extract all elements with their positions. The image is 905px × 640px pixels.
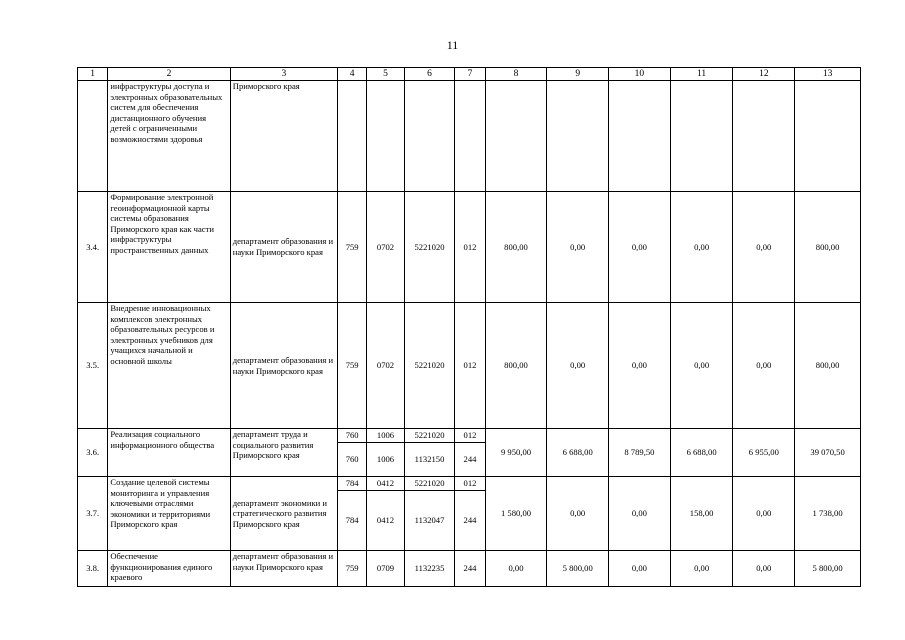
- row-number: 3.6.: [78, 429, 108, 477]
- col-header: 13: [795, 68, 861, 81]
- row-department: департамент экономики и стратегического развития Приморского края: [230, 477, 337, 551]
- cell-c6: 1132235: [404, 551, 455, 587]
- cell-c7: 012: [455, 192, 485, 303]
- cell-c5: 1006: [367, 429, 404, 443]
- cell-c10: 8 789,50: [609, 429, 671, 477]
- cell-c7: 012: [455, 477, 485, 491]
- cell-c13: 800,00: [795, 303, 861, 429]
- cell-c7: 244: [455, 491, 485, 551]
- cell-c5: 0412: [367, 477, 404, 491]
- cell-c7: 012: [455, 303, 485, 429]
- cell-c13: 800,00: [795, 192, 861, 303]
- cell-c12: 0,00: [733, 192, 795, 303]
- header-row: [78, 68, 861, 81]
- empty-cell: [670, 81, 733, 192]
- col-header: 10: [609, 68, 671, 81]
- cell-c5: 0702: [367, 192, 404, 303]
- cell-c10: 0,00: [609, 551, 671, 587]
- cell-c11: 158,00: [670, 477, 733, 551]
- cell-c12: 0,00: [733, 477, 795, 551]
- table-row: [78, 477, 861, 491]
- empty-cell: [733, 81, 795, 192]
- empty-cell: [455, 81, 485, 192]
- row-department: департамент образования и науки Приморского края: [230, 192, 337, 303]
- cell-c8: 800,00: [485, 192, 547, 303]
- cell-c11: 0,00: [670, 303, 733, 429]
- empty-cell: [795, 81, 861, 192]
- cell-c6: 5221020: [404, 477, 455, 491]
- cell-c4: 784: [337, 491, 366, 551]
- row-number: 3.5.: [78, 303, 108, 429]
- cell-c4: 784: [337, 477, 366, 491]
- cell-c12: 6 955,00: [733, 429, 795, 477]
- cell-c11: 0,00: [670, 192, 733, 303]
- empty-cell: [609, 81, 671, 192]
- cell-c5: 1006: [367, 443, 404, 477]
- col-header: 2: [108, 68, 230, 81]
- cell-c9: 0,00: [547, 192, 609, 303]
- cell-c9: 5 800,00: [547, 551, 609, 587]
- table-row: [78, 192, 861, 303]
- cell-c10: 0,00: [609, 477, 671, 551]
- empty-cell: [337, 81, 366, 192]
- row-name: Внедрение инновационных комплексов электронных образовательных ресурсов и электронных учебников для учащихся начальной и основной школы: [108, 303, 230, 429]
- cell-c6: 5221020: [404, 429, 455, 443]
- col-header: 3: [230, 68, 337, 81]
- col-header: 12: [733, 68, 795, 81]
- table-row: [78, 429, 861, 443]
- col-header: 7: [455, 68, 485, 81]
- cell-c9: 0,00: [547, 477, 609, 551]
- cell-c5: 0702: [367, 303, 404, 429]
- row-number: 3.7.: [78, 477, 108, 551]
- cell-c4: 760: [337, 429, 366, 443]
- empty-cell: [485, 81, 547, 192]
- cell-c11: 6 688,00: [670, 429, 733, 477]
- cell-c10: 0,00: [609, 192, 671, 303]
- cell-c6: 5221020: [404, 303, 455, 429]
- cell-c12: 0,00: [733, 303, 795, 429]
- cell-c5: 0412: [367, 491, 404, 551]
- table-row: [78, 81, 861, 192]
- cell-c10: 0,00: [609, 303, 671, 429]
- cell-c11: 0,00: [670, 551, 733, 587]
- cell-c6: 1132150: [404, 443, 455, 477]
- page-number: 11: [446, 38, 459, 52]
- cell-c6: 1132047: [404, 491, 455, 551]
- col-header: 8: [485, 68, 547, 81]
- cell-c13: 39 070,50: [795, 429, 861, 477]
- cell-c13: 1 738,00: [795, 477, 861, 551]
- cell-c8: 9 950,00: [485, 429, 547, 477]
- table-row: [78, 303, 861, 429]
- row-name: инфраструктуры доступа и электронных образовательных систем для обеспечения дистанционного обучения детей с ограниченными возможностями здоровья: [108, 81, 230, 192]
- cell-c4: 759: [337, 192, 366, 303]
- cell-c4: 759: [337, 303, 366, 429]
- row-department: департамент образования и науки Приморского края: [230, 551, 337, 587]
- row-number: [78, 81, 108, 192]
- row-name: Реализация социального информационного общества: [108, 429, 230, 477]
- cell-c12: 0,00: [733, 551, 795, 587]
- cell-c13: 5 800,00: [795, 551, 861, 587]
- cell-c5: 0709: [367, 551, 404, 587]
- col-header: 5: [367, 68, 404, 81]
- cell-c9: 6 688,00: [547, 429, 609, 477]
- col-header: 6: [404, 68, 455, 81]
- cell-c8: 1 580,00: [485, 477, 547, 551]
- cell-c7: 244: [455, 443, 485, 477]
- cell-c8: 800,00: [485, 303, 547, 429]
- empty-cell: [404, 81, 455, 192]
- row-name: Формирование электронной геоинформационной карты системы образования Приморского края как части инфраструктуры пространственных данных: [108, 192, 230, 303]
- budget-table: [77, 67, 861, 587]
- col-header: 4: [337, 68, 366, 81]
- cell-c6: 5221020: [404, 192, 455, 303]
- empty-cell: [547, 81, 609, 192]
- col-header: 9: [547, 68, 609, 81]
- empty-cell: [367, 81, 404, 192]
- cell-c9: 0,00: [547, 303, 609, 429]
- cell-c7: 012: [455, 429, 485, 443]
- col-header: 1: [78, 68, 108, 81]
- cell-c7: 244: [455, 551, 485, 587]
- cell-c8: 0,00: [485, 551, 547, 587]
- col-header: 11: [670, 68, 733, 81]
- row-department: Приморского края: [230, 81, 337, 192]
- cell-c4: 760: [337, 443, 366, 477]
- row-number: 3.8.: [78, 551, 108, 587]
- row-department: департамент образования и науки Приморского края: [230, 303, 337, 429]
- table-row: [78, 551, 861, 587]
- cell-c4: 759: [337, 551, 366, 587]
- row-name: Создание целевой системы мониторинга и управления ключевыми отраслями экономики и территориями Приморского края: [108, 477, 230, 551]
- row-name: Обеспечение функционирования единого краевого: [108, 551, 230, 587]
- row-number: 3.4.: [78, 192, 108, 303]
- row-department: департамент труда и социального развития Приморского края: [230, 429, 337, 477]
